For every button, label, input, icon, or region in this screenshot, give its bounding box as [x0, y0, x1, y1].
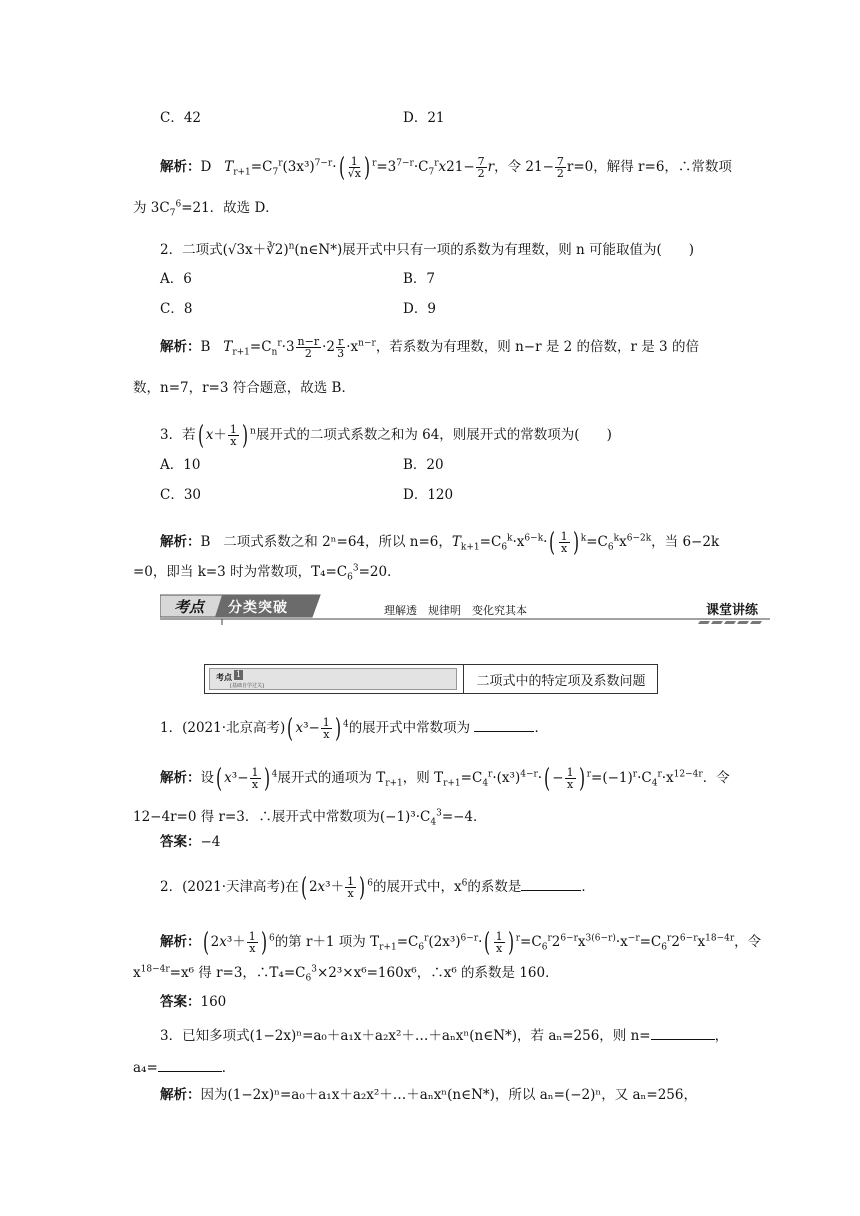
- problem-1-stem: 1．(2021·北京高考)( x³− $\frac{1}{x}$ ) $^4$的展开式中常数项为 ．: [160, 713, 548, 744]
- q3-solution: 解析：B 二项式系数之和 2ⁿ=64，所以 n=6，$T_{k+1}=C_6^k\cdot x^{6-k}\cdot$( $\frac{1}{x}$ ) $^k=C_6^kx^{6-2k}$，当 6−2k: [160, 527, 720, 558]
- p1-solution-text-d: ．令: [702, 770, 730, 786]
- p1-solution-text-a: 设: [200, 770, 214, 786]
- q2-stem-end: (n∈N*)展开式中只有一项的系数为有理数，则 n 可能取值为( ): [294, 242, 695, 258]
- p3-blank-a4[interactable]: [158, 1059, 222, 1072]
- banner-tag-1: 考点: [174, 598, 205, 616]
- p2-solution-line2-text: =x⁶ 得 r=3，∴T₄=C: [169, 965, 306, 981]
- section-banner: [160, 593, 770, 623]
- solution-text-b: ，令 21−: [494, 159, 554, 175]
- p2-solution-label: 解析：: [160, 934, 201, 950]
- p1-solution-line2-text: 12−4r=0 得 r=3．∴展开式中常数项为(−1)³·C: [133, 809, 431, 825]
- q2-solution-answer: B: [200, 339, 211, 355]
- p2-answer-blank[interactable]: [521, 878, 581, 891]
- p2-solution-text-end: ，令: [734, 934, 762, 950]
- p1-answer: [160, 830, 220, 850]
- section-sub: [基础自学过关]: [230, 683, 264, 689]
- q2-solution: 解析：B $T_{r+1}=C_n^r\cdot 3$ $\frac{n-r}{2}$ ·2 $\frac{r}{3}$ $\cdot x^{n-r}$，若系数为有理数，则 n−r 是 2 的倍数，r 是 3 的倍: [160, 335, 699, 360]
- solution-line2-text: 为 3C: [133, 200, 170, 216]
- p2-stem-end: 的展开式中，x: [372, 879, 462, 895]
- q3-option-c: C．30: [160, 487, 202, 503]
- problem-3-stem: 3．已知多项式(1−2x)ⁿ=a₀＋a₁x＋a₂x²＋…＋aₙxⁿ(n∈N*)，若 aₙ=256，则 n= ，: [160, 1028, 729, 1044]
- solution-text-a: =3: [376, 159, 397, 175]
- p2-answer-value: 160: [200, 994, 227, 1010]
- p2-solution-line2-end: ×2³×x⁶=160x⁶，∴x⁶ 的系数是 160．: [316, 965, 559, 981]
- banner-right-label: 课堂讲练: [706, 603, 759, 618]
- solution-label: 解析：: [160, 159, 201, 175]
- section-title: 二项式中的特定项及系数问题: [463, 665, 658, 693]
- q2-solution-label: 解析：: [160, 339, 201, 355]
- q3-option-a: A．10: [160, 457, 201, 473]
- option-c: C．42: [160, 110, 202, 126]
- q2-option-a: A．6: [160, 271, 192, 287]
- p2-solution-line2: $x^{18-4r}=x^6$ 得 r=3，$\therefore T_4=C_6^3\times 2^3\times x^6=160x^6$，∴x⁶ 的系数是 160．: [133, 964, 559, 984]
- q3-option-b: B．20: [403, 457, 444, 473]
- section-label-tag: [209, 668, 457, 690]
- p1-solution: 解析：设( x³− $\frac{1}{x}$ ) $^4$展开式的通项为 $T_{r+1}$，则 $T_{r+1}=C_4^r\cdot(x^3)^{4-r}\cdot$( − $\frac{1}{x}$ ) $^r=(-1)^r\cdot C_4^r\cdot x^{12-4r}$．令: [160, 763, 730, 794]
- q3-solution-line2-text: =0，即当 k=3 时为常数项，T₄=C: [133, 564, 348, 580]
- solution-line2-end: =21．故选 D．: [181, 200, 279, 216]
- question-2-stem: 2．二项式(√3x＋∛2)$^n$(n∈N*)展开式中只有一项的系数为有理数，则 n 可能取值为( ): [160, 241, 695, 258]
- banner-tag-2: 分类突破: [228, 600, 288, 616]
- section-number: 1: [235, 670, 242, 679]
- solution-line: 解析：D $T_{r+1}=C_7^r(3x^3)^{7-r}\cdot$( $\frac{1}{√x}$ ) $^r=3^{7-r}\cdot C_7^rx21-$ $\frac{7}{2}$ r，令 21− $\frac{7}{2}$ r=0，解得 r=6，∴常数项: [160, 152, 732, 183]
- solution-line-2: 为 $3C_7^6=21$．故选 D．: [133, 199, 279, 219]
- q2-option-d: D．9: [403, 301, 436, 317]
- p3-solution-text: 因为(1−2x)ⁿ=a₀＋a₁x＋a₂x²＋…＋aₙxⁿ(n∈N*)，所以 aₙ=(−2)ⁿ，又 aₙ=256，: [200, 1087, 697, 1103]
- q2-option-b: B．7: [403, 271, 436, 287]
- question-3-stem: 3．若( x＋ $\frac{1}{x}$ ) $^n$展开式的二项式系数之和为 64，则展开式的常数项为( ): [160, 420, 612, 451]
- problem-2-stem: 2．(2021·天津高考)在( 2x³＋ $\frac{1}{x}$ ) $^6$的展开式中，$x^6$的系数是 ．: [160, 872, 595, 903]
- q2-solution-text: ，若系数为有理数，则 n−r 是 2 的倍数，r 是 3 的倍: [375, 339, 699, 355]
- p1-answer-value: −4: [200, 834, 221, 850]
- p2-stem-prefix: 2．(2021·天津高考)在: [160, 879, 299, 895]
- p3-blank-n[interactable]: [651, 1027, 715, 1040]
- p1-answer-blank[interactable]: [474, 719, 534, 732]
- p1-stem-prefix: 1．(2021·北京高考): [160, 720, 286, 736]
- banner-slogan: 理解透 规律明 变化究其本: [384, 604, 527, 617]
- q3-option-d: D．120: [403, 487, 454, 503]
- q3-solution-text: 二项式系数之和 2ⁿ=64，所以 n=6，: [223, 534, 452, 550]
- p1-solution-text-b: 展开式的通项为 T: [277, 770, 386, 786]
- q2-option-c: C．8: [160, 301, 193, 317]
- p2-answer: [160, 990, 226, 1010]
- q3-solution-line2: =0，即当 k=3 时为常数项，$T_4=C_6^3=20$．: [133, 563, 401, 583]
- p3-solution: [160, 1083, 697, 1103]
- p1-solution-text-c: ，则 T: [402, 770, 444, 786]
- q2-stem-text: 2．二项式(√3x＋∛2): [160, 242, 289, 258]
- section-label: 考点: [216, 672, 232, 682]
- p2-stem-end2: 的系数是: [467, 879, 522, 895]
- p3-line2-prefix: a₄=: [133, 1060, 158, 1076]
- p2-answer-label: 答案：: [160, 994, 201, 1010]
- q3-solution-text-end: ，当 6−2k: [651, 534, 720, 550]
- p1-solution-line2-end: =−4．: [441, 809, 487, 825]
- solution-answer: D: [200, 159, 212, 175]
- p1-solution-line2: 12−4r=0 得 r=3．∴展开式中常数项为$(-1)^3\cdot C_4^3=-4$．: [133, 808, 487, 828]
- solution-text-c: r=0，解得 r=6，∴常数项: [566, 159, 732, 175]
- p1-stem-end: 的展开式中常数项为: [348, 720, 471, 736]
- problem-3-line2: a₄= ．: [133, 1060, 236, 1076]
- q2-solution-line2: 数，n=7，r=3 符合题意，故选 B．: [133, 380, 355, 396]
- q3-solution-line2-end: =20．: [358, 564, 401, 580]
- p1-answer-label: 答案：: [160, 834, 201, 850]
- p2-solution: 解析：( 2x³＋ $\frac{1}{x}$ ) $^6$的第 r＋1 项为 $T_{r+1}=C_6^r(2x^3)^{6-r}\cdot$( $\frac{1}{x}$ ) $^r=C_6^r2^{6-r}x^{3(6-r)}\cdot x^{-r}=C_6^r2^{6-r}x^{18-4r}$，令: [160, 927, 762, 958]
- p1-solution-label: 解析：: [160, 770, 201, 786]
- q3-stem-end: 展开式的二项式系数之和为 64，则展开式的常数项为( ): [255, 427, 612, 443]
- p2-solution-text: 的第 r＋1 项为 T: [274, 934, 380, 950]
- section-title-box: [204, 664, 658, 694]
- p3-stem-text: 3．已知多项式(1−2x)ⁿ=a₀＋a₁x＋a₂x²＋…＋aₙxⁿ(n∈N*)，若 aₙ=256，则 n=: [160, 1028, 651, 1044]
- q3-stem-prefix: 3．若: [160, 427, 196, 443]
- q3-solution-answer: B: [200, 534, 211, 550]
- q3-solution-label: 解析：: [160, 534, 201, 550]
- option-d: D．21: [403, 110, 445, 126]
- p3-solution-label: 解析：: [160, 1087, 201, 1103]
